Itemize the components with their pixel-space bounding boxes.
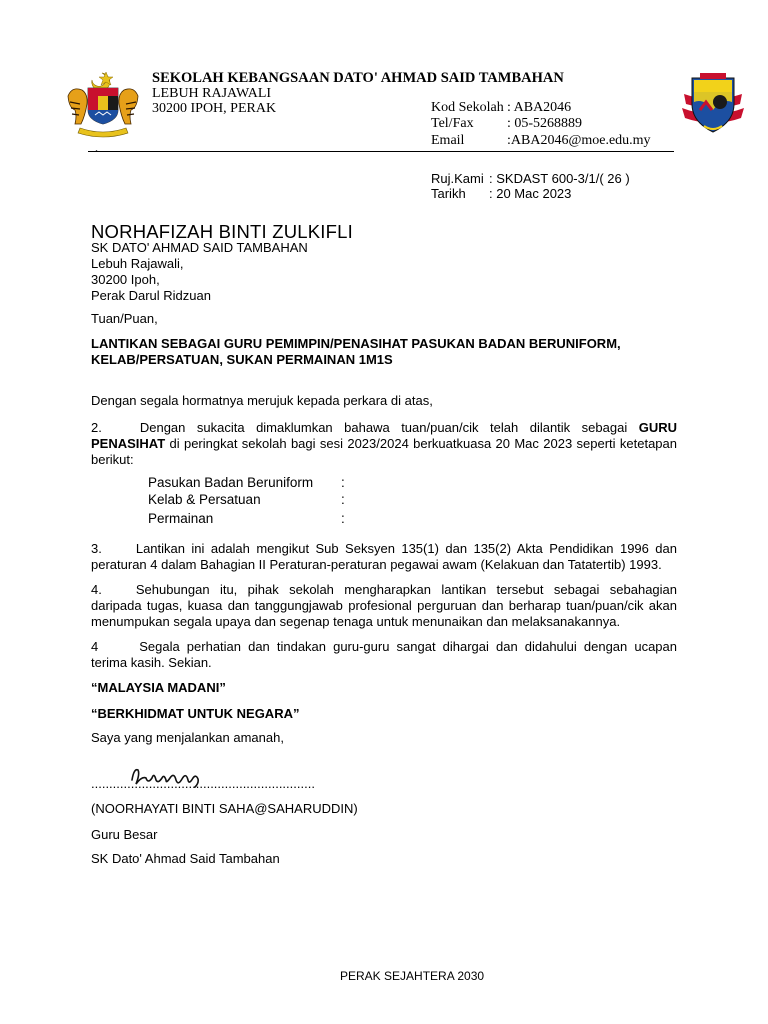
appointment-row — [148, 511, 345, 526]
paragraph-text: Dengan sukacita dimaklumkan bahawa tuan/puan/cik telah dilantik sebagai — [139, 420, 639, 435]
school-address-line1: LEBUH RAJAWALI — [152, 86, 272, 101]
paragraph-emphasis: GURU PENASIHAT — [91, 420, 677, 451]
subject-line: LANTIKAN SEBAGAI GURU PEMIMPIN/PENASIHAT PASUKAN BADAN BERUNIFORM, — [91, 336, 621, 351]
contact-email — [431, 133, 651, 149]
appointment-row — [148, 475, 345, 490]
appointment-label: Permainan — [148, 511, 214, 526]
paragraph-number: 4 — [91, 639, 99, 654]
school-name: SEKOLAH KEBANGSAAN DATO' AHMAD SAID TAMBAHAN — [152, 70, 564, 86]
date-value: : 20 Mac 2023 — [489, 186, 572, 201]
contact-value: : 05-5268889 — [507, 116, 583, 131]
appointment-separator: : — [341, 492, 345, 507]
reference-number — [431, 171, 630, 186]
paragraph-2 — [91, 420, 677, 468]
recipient-address-line: Lebuh Rajawali, — [91, 256, 184, 271]
school-badge-logo — [680, 70, 746, 138]
contact-value: : ABA2046 — [507, 100, 572, 115]
motto-berkhidmat: “BERKHIDMAT UNTUK NEGARA” — [91, 706, 300, 721]
school-address-line2: 30200 IPOH, PERAK — [152, 101, 277, 116]
closing-line: Saya yang menjalankan amanah, — [91, 730, 284, 745]
opening-paragraph: Dengan segala hormatnya merujuk kepada perkara di atas, — [91, 393, 433, 408]
contact-telfax — [431, 116, 582, 132]
paragraph-text: Segala perhatian dan tindakan guru-guru sangat dihargai dan didahului dengan ucapan terima kasih. Sekian. — [91, 639, 677, 670]
tick-mark: ` — [95, 148, 99, 162]
handwritten-signature — [128, 762, 218, 788]
appointment-separator: : — [341, 511, 345, 526]
contact-label: Tel/Fax — [431, 116, 474, 131]
date-label: Tarikh — [431, 186, 466, 201]
reference-label: Ruj.Kami — [431, 171, 484, 186]
contact-school-code — [431, 100, 571, 116]
paragraph-4 — [91, 582, 677, 630]
paragraph-5 — [91, 639, 677, 671]
paragraph-text: Lantikan ini adalah mengikut Sub Seksyen 135(1) dan 135(2) Akta Pendidikan 1996 dan peraturan 4 dalam Bahagian II Peraturan-peraturan pegawai awam (Kelakuan dan Tatatertib) 1993. — [91, 541, 677, 572]
appointment-label: Kelab & Persatuan — [148, 492, 261, 507]
recipient-address — [91, 240, 677, 304]
paragraph-number: 2. — [91, 420, 102, 435]
contact-label: Email — [431, 133, 465, 148]
contact-label: Kod Sekolah — [431, 100, 504, 115]
paragraph-number: 3. — [91, 541, 102, 556]
paragraph-number: 4. — [91, 582, 102, 597]
reference-value: : SKDAST 600-3/1/( 26 ) — [489, 171, 630, 186]
appointment-separator: : — [341, 475, 345, 490]
paragraph-text: Sehubungan itu, pihak sekolah mengharapkan lantikan tersebut sebagai sebahagian daripada tugas, kuasa dan tanggungjawab profesional perguruan dan berharap tuan/puan/cik akan menumpukan segala upaya dan segenap tenaga untuk menunaikan dan melaksanakannya. — [91, 582, 677, 629]
signatory-name: (NOORHAYATI BINTI SAHA@SAHARUDDIN) — [91, 801, 358, 816]
signatory-title: Guru Besar — [91, 827, 158, 842]
salutation: Tuan/Puan, — [91, 311, 158, 326]
header-divider — [88, 151, 674, 152]
reference-date — [431, 186, 571, 201]
motto-malaysia-madani: “MALAYSIA MADANI” — [91, 680, 226, 695]
subject-heading — [91, 336, 677, 368]
contact-value: :ABA2046@moe.edu.my — [507, 133, 651, 148]
appointment-label: Pasukan Badan Beruniform — [148, 475, 314, 490]
paragraph-text: di peringkat sekolah bagi sesi 2023/2024 berkuatkuasa 20 Mac 2023 seperti ketetapan berikut: — [91, 436, 677, 467]
recipient-address-line: Perak Darul Ridzuan — [91, 288, 211, 303]
recipient-name: NORHAFIZAH BINTI ZULKIFLI — [91, 221, 353, 242]
recipient-address-line: SK DATO' AHMAD SAID TAMBAHAN — [91, 240, 308, 255]
signature-dots: .............................................................. — [91, 776, 315, 791]
paragraph-3 — [91, 541, 677, 573]
subject-line: KELAB/PERSATUAN, SUKAN PERMAINAN 1M1S — [91, 352, 393, 367]
signatory-school: SK Dato' Ahmad Said Tambahan — [91, 851, 280, 866]
footer-slogan: PERAK SEJAHTERA 2030 — [340, 969, 485, 983]
recipient-address-line: 30200 Ipoh, — [91, 272, 160, 287]
appointment-row — [148, 492, 345, 507]
national-crest-logo — [62, 68, 144, 138]
